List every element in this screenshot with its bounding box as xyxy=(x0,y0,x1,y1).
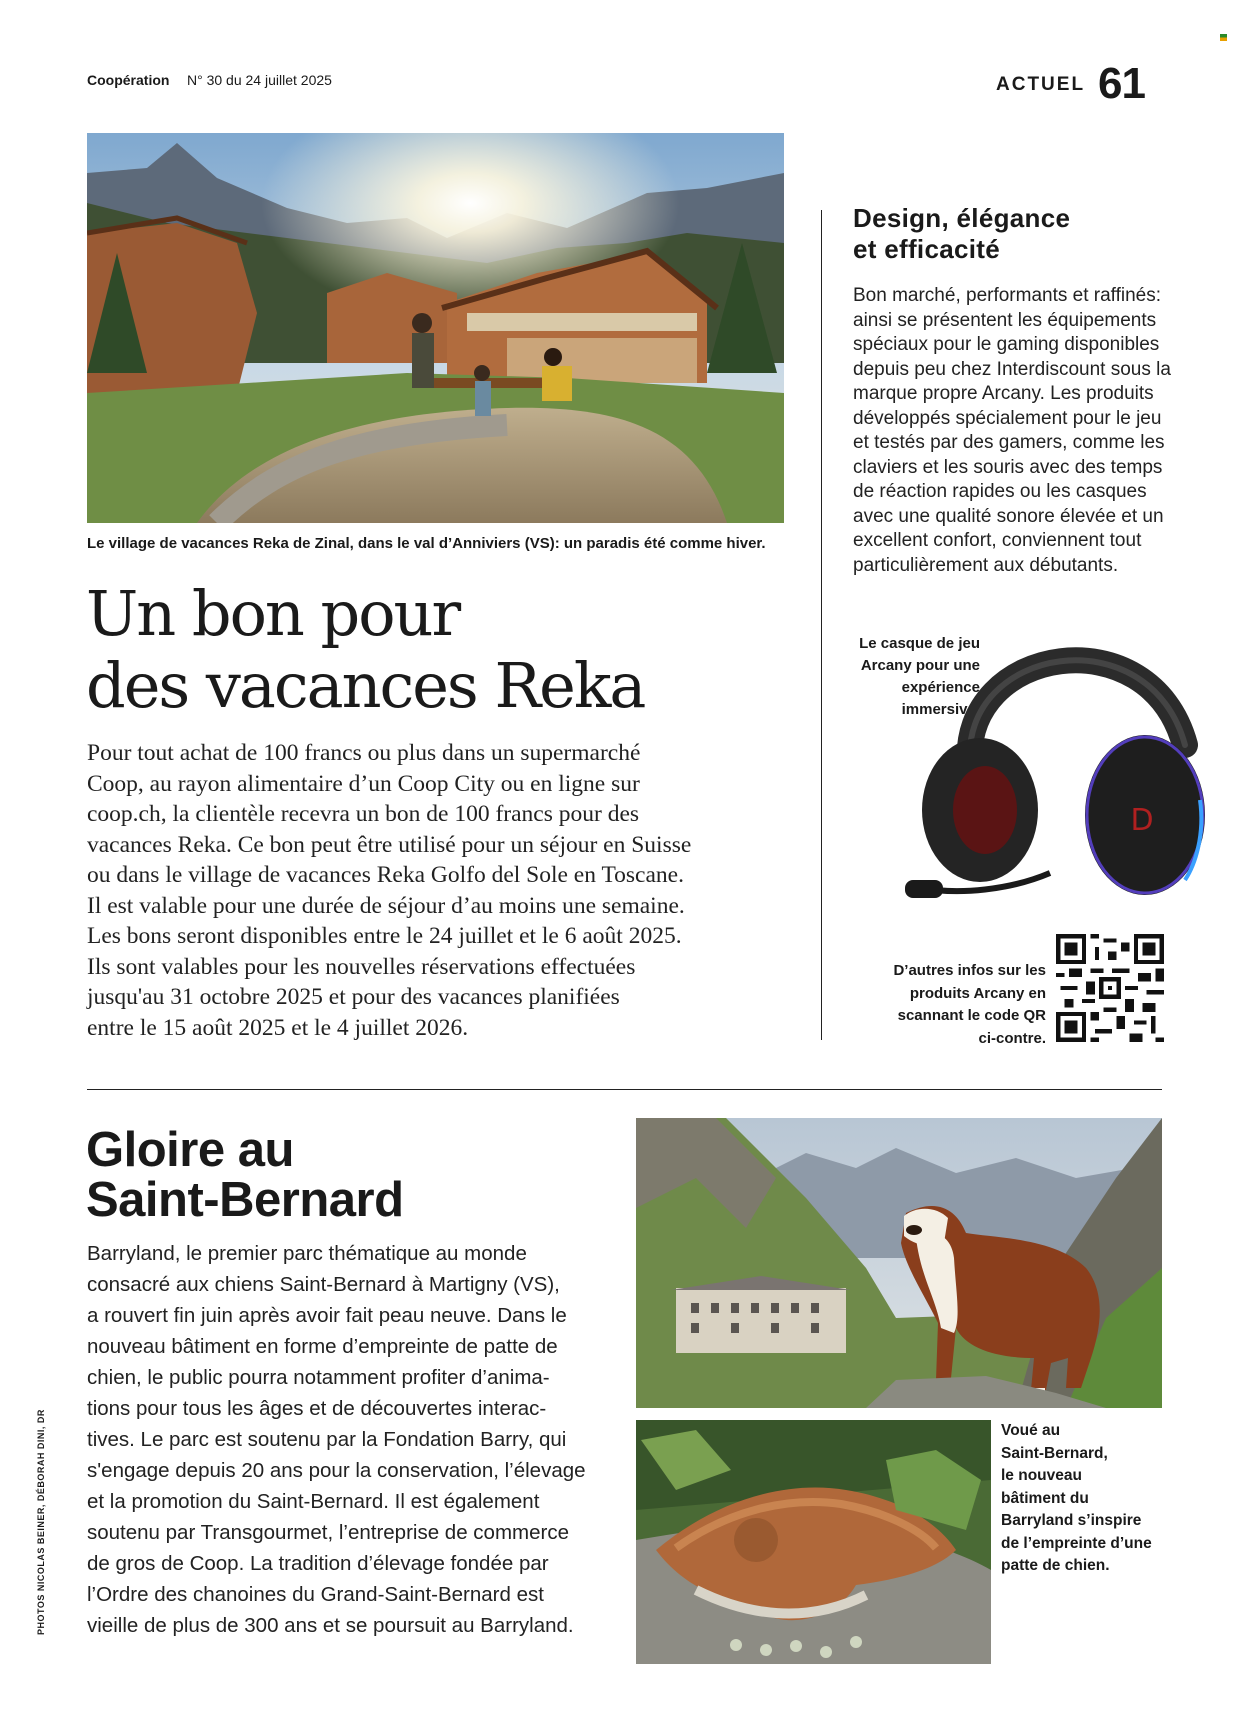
barry-caption-line: Barryland s’inspire xyxy=(1001,1512,1142,1529)
reka-photo-caption: Le village de vacances Reka de Zinal, dans le val d’Anniviers (VS): un paradis été comme hiver. xyxy=(87,535,766,552)
arcany-body-line: excellent confort, conviennent tout xyxy=(853,530,1142,551)
barry-body-line: chien, le public pourra notamment profiter d’anima- xyxy=(87,1366,550,1389)
qr-caption-line: ci-contre. xyxy=(978,1029,1046,1047)
column-divider xyxy=(821,210,822,1040)
arcany-title-line2: et efficacité xyxy=(853,234,1000,264)
section-label: ACTUEL xyxy=(996,74,1086,95)
barry-caption-line: bâtiment du xyxy=(1001,1489,1089,1507)
reka-body-line: vacances Reka. Ce bon peut être utilisé pour un séjour en Suisse xyxy=(87,831,692,858)
issue-date: N° 30 du 24 juillet 2025 xyxy=(187,72,332,88)
barry-body-line: et la promotion du Saint-Bernard. Il est également xyxy=(87,1490,540,1513)
svg-text:D: D xyxy=(1130,803,1154,838)
barryland-aerial-photo xyxy=(636,1420,991,1664)
barry-body-line: Barryland, le premier parc thématique au monde xyxy=(87,1242,527,1265)
reka-body-line: coop.ch, la clientèle recevra un bon de 100 francs pour des xyxy=(87,801,640,827)
barry-caption-line: Voué au xyxy=(1001,1422,1061,1439)
reka-village-photo xyxy=(87,133,784,523)
barry-body-line: tions pour tous les âges et de découvertes interac- xyxy=(87,1397,547,1420)
barry-body-line: s'engage depuis 20 ans pour la conservation, l’élevage xyxy=(87,1459,586,1482)
barry-body-line: nouveau bâtiment en forme d’empreinte de patte de xyxy=(87,1335,558,1358)
reka-body-line: Ils sont valables pour les nouvelles réservations effectuées xyxy=(87,953,636,980)
arcany-body-line: claviers et les souris avec des temps xyxy=(853,456,1163,478)
barry-body-line: tives. Le parc est soutenu par la Fondation Barry, qui xyxy=(87,1428,567,1451)
arcany-body-line: Bon marché, performants et raffinés: xyxy=(853,285,1162,306)
arcany-body-line: de réaction rapides ou les casques xyxy=(853,481,1147,502)
barry-body-line: soutenu par Transgourmet, l’entreprise de commerce xyxy=(87,1521,569,1544)
qr-code-icon[interactable] xyxy=(1056,934,1164,1042)
photo-credits xyxy=(36,1409,50,1635)
barry-caption-line: de l’empreinte d’une xyxy=(1001,1534,1152,1552)
reka-body-line: Il est valable pour une durée de séjour d’au moins une semaine. xyxy=(87,892,685,919)
barry-body xyxy=(87,1238,647,1641)
headset-caption-line: immersive. xyxy=(901,701,980,718)
arcany-title-line1: Design, élégance xyxy=(853,203,1071,233)
arcany-body-line: avec une qualité sonore élevée et un xyxy=(853,505,1164,527)
arcany-body-line: marque propre Arcany. Les produits xyxy=(853,383,1154,404)
barry-caption-line: le nouveau xyxy=(1001,1467,1082,1484)
reka-body-line: Les bons seront disponibles entre le 24 juillet et le 6 août 2025. xyxy=(87,923,682,949)
barry-caption-line: patte de chien. xyxy=(1001,1557,1110,1574)
arcany-body xyxy=(853,284,1173,578)
page-number: 61 xyxy=(1098,59,1145,108)
reka-body-line: entre le 15 août 2025 et le 4 juillet 2026. xyxy=(87,1014,469,1041)
barry-body-line: de gros de Coop. La tradition d’élevage fondée par xyxy=(87,1552,549,1575)
qr-caption-line: D’autres infos sur les xyxy=(893,962,1046,979)
publication-name: Coopération xyxy=(87,72,170,88)
barryland-photo-caption xyxy=(1001,1420,1171,1578)
arcany-body-line: développés spécialement pour le jeu xyxy=(853,407,1162,429)
barry-title-line2: Saint-Bernard xyxy=(86,1173,404,1227)
barry-body-line: consacré aux chiens Saint-Bernard à Martigny (VS), xyxy=(87,1273,560,1296)
arcany-body-line: ainsi se présentent les équipements xyxy=(853,309,1157,331)
reka-headline-line2: des vacances Reka xyxy=(86,649,645,722)
reka-body-line: Coop, au rayon alimentaire d’un Coop City ou en ligne sur xyxy=(87,770,640,797)
barry-caption-line: Saint-Bernard, xyxy=(1001,1444,1108,1462)
saint-bernard-dog-photo xyxy=(636,1118,1162,1408)
barry-body-line: vieille de plus de 300 ans et se poursuit au Barryland. xyxy=(87,1614,574,1637)
arcany-body-line: particulièrement aux débutants. xyxy=(853,554,1119,576)
photo-credits-text: PHOTOS NICOLAS BEINER, DÉBORAH DINI, DR xyxy=(36,1409,46,1635)
qr-caption xyxy=(860,960,1046,1050)
barry-body-line: a rouvert fin juin après avoir fait peau neuve. Dans le xyxy=(87,1304,567,1327)
reka-headline-line1: Un bon pour xyxy=(86,577,460,650)
gaming-headset-image xyxy=(900,605,1215,930)
barry-body-line: l’Ordre des chanoines du Grand-Saint-Bernard est xyxy=(87,1583,544,1606)
reka-body-line: ou dans le village de vacances Reka Golfo del Sole en Toscane. xyxy=(87,862,684,888)
barry-title-line1: Gloire au xyxy=(86,1123,294,1177)
brand-dot-icon xyxy=(1220,34,1227,41)
reka-body-line: jusqu'au 31 octobre 2025 et pour des vacances planifiées xyxy=(87,984,620,1010)
arcany-body-line: depuis peu chez Interdiscount sous la xyxy=(853,358,1171,380)
reka-body-line: Pour tout achat de 100 francs ou plus dans un supermarché xyxy=(87,740,641,766)
section-divider xyxy=(87,1089,1162,1090)
arcany-body-line: et testés par des gamers, comme les xyxy=(853,432,1165,453)
headset-caption-line: Arcany pour une xyxy=(860,657,980,674)
qr-caption-line: produits Arcany en xyxy=(909,984,1046,1002)
headset-caption-line: Le casque de jeu xyxy=(859,635,980,652)
headset-caption-line: expérience xyxy=(901,679,980,696)
reka-body xyxy=(87,738,807,1043)
qr-caption-line: scannant le code QR xyxy=(897,1007,1046,1024)
arcany-body-line: spéciaux pour le gaming disponibles xyxy=(853,334,1160,355)
